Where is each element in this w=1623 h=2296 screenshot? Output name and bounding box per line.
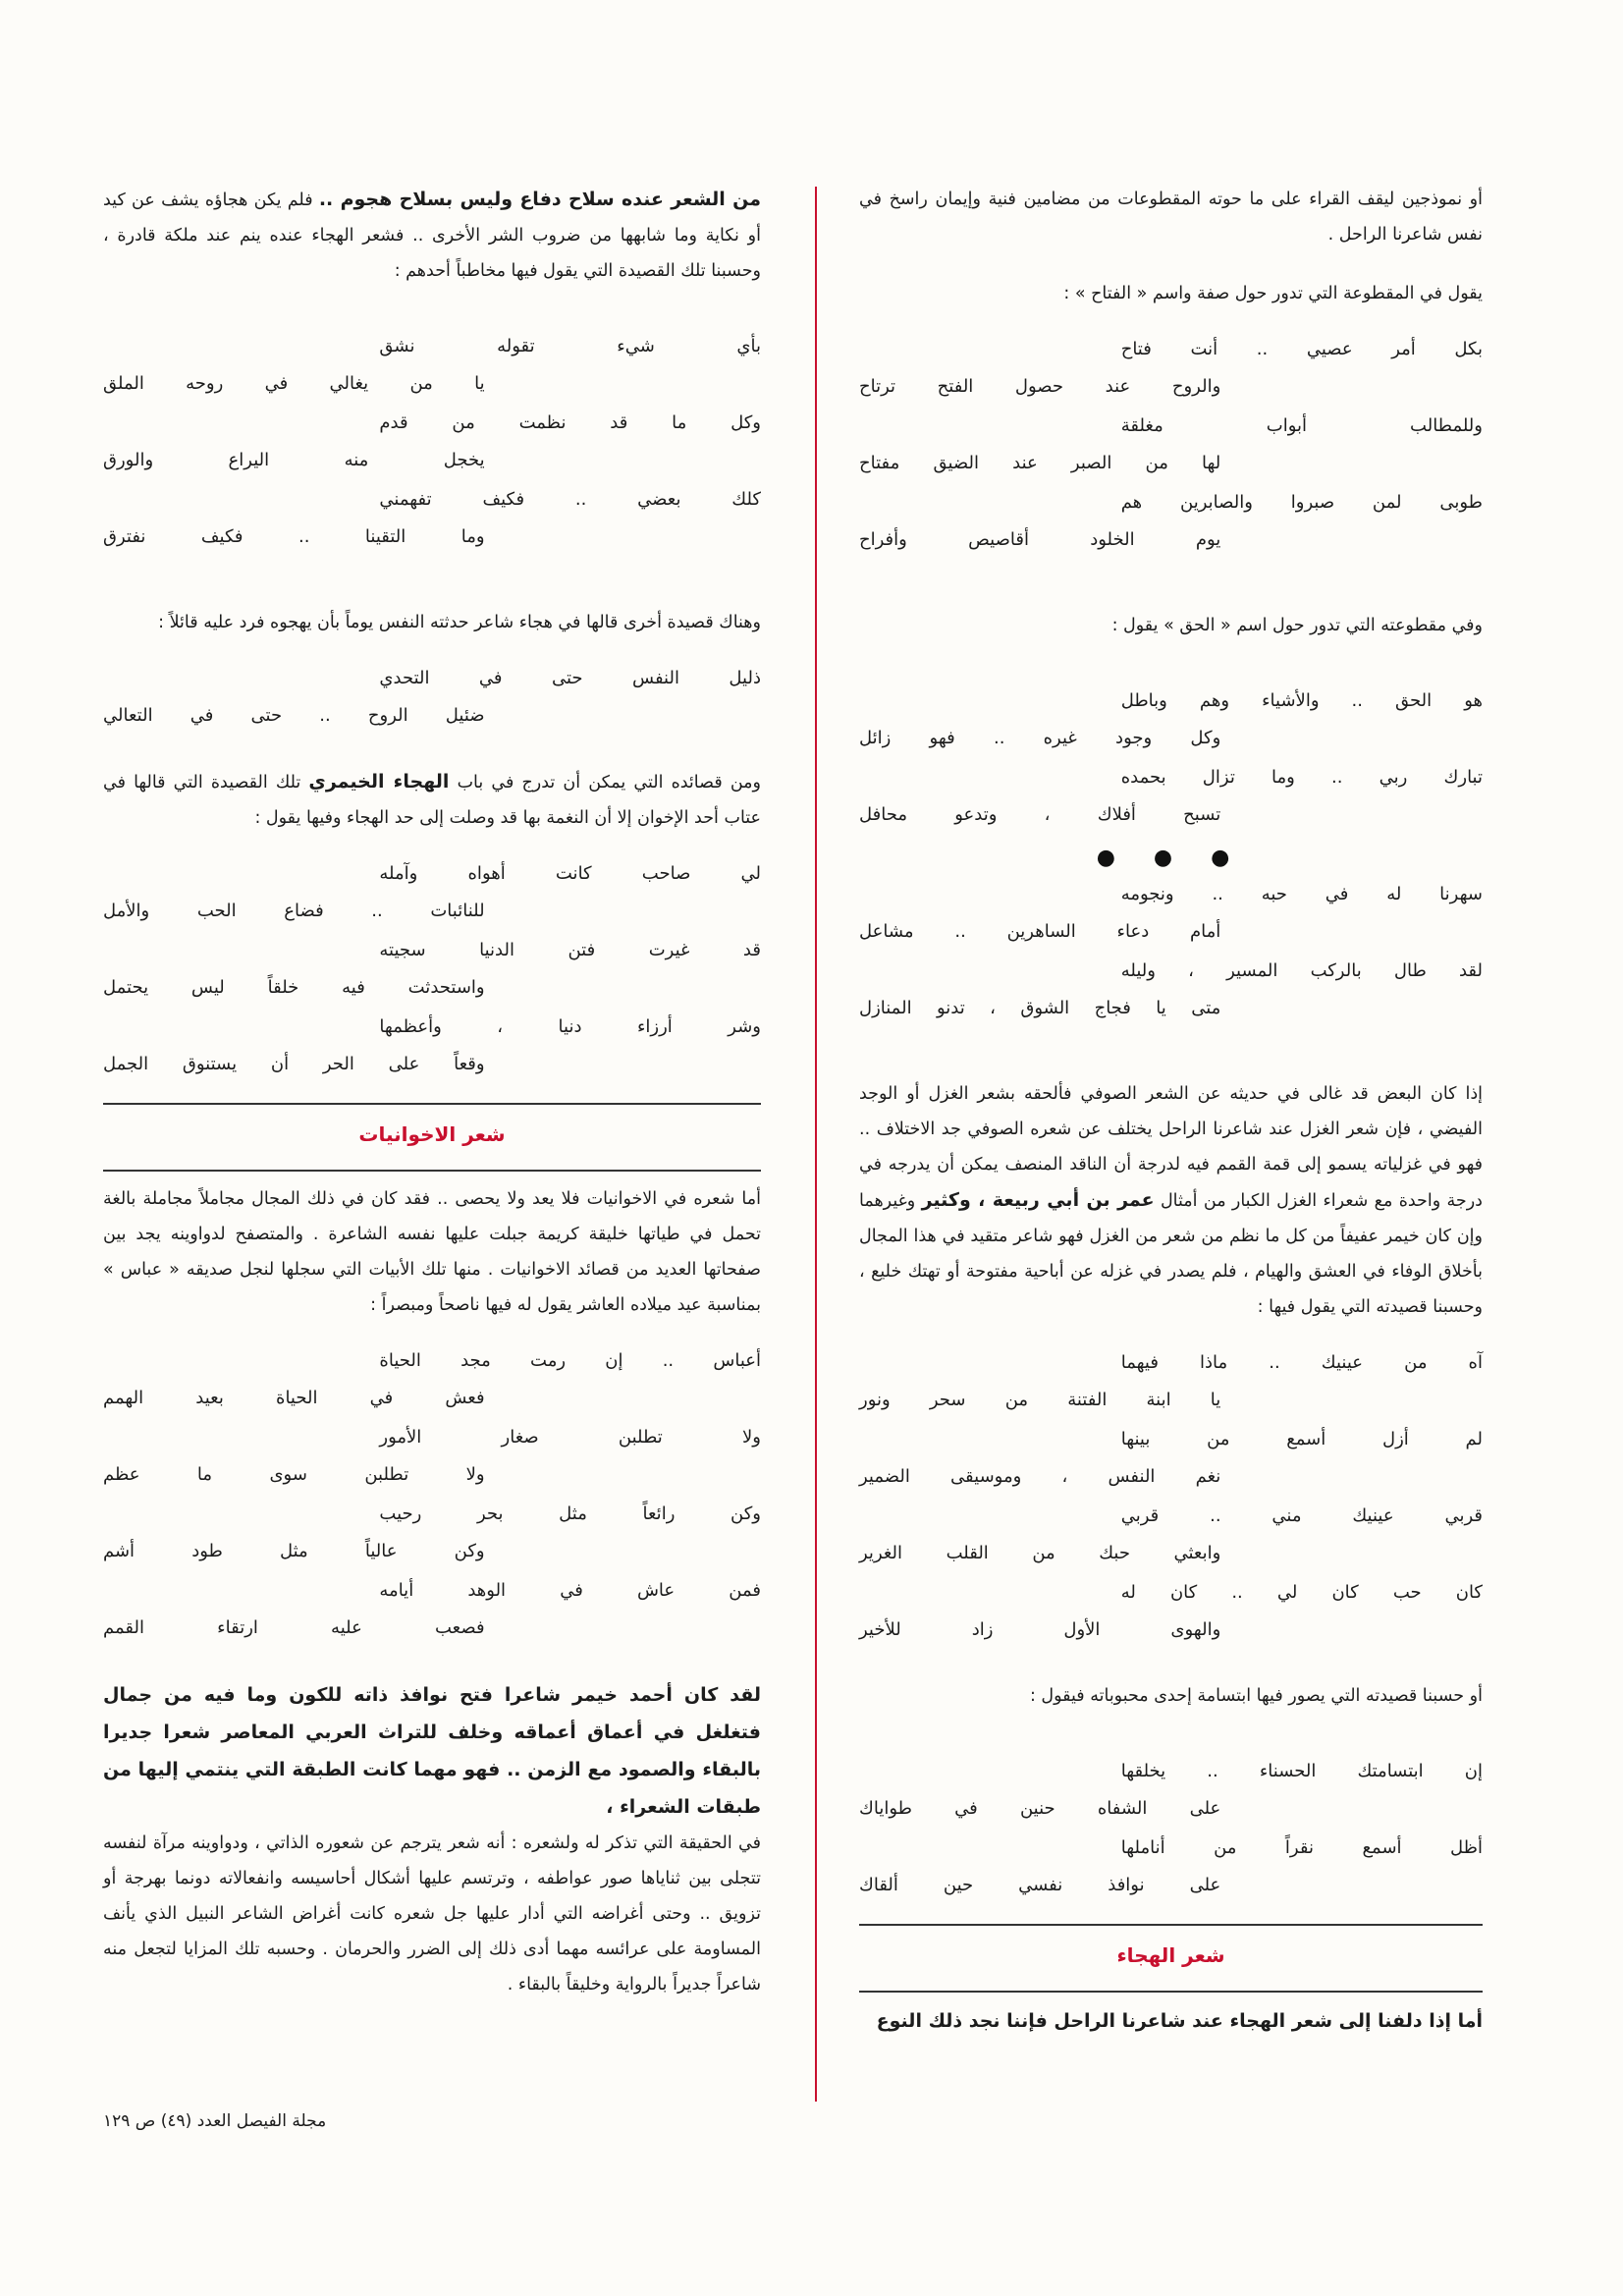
verse: كلك بعضي .. فكيف تفهمني وما التقينا .. فكيف نفترق: [103, 489, 761, 547]
intro-paragraph: أو نموذجين ليقف القراء على ما حوته المقطوعات من مضامين فنية وإيمان راسخ في نفس شاعرنا الراحل .: [859, 190, 1483, 245]
conclusion-bold: لقد كان أحمد خيمر شاعرا فتح نوافذ ذاته للكون وما فيه من جمال فتغلغل في أعماق أعماقه وخلف للتراث العربي المعاصر شعرا جديرا بالبقاء والصمود مع الزمن .. فهو مهما كانت الطبقة التي ينتمي إليها من طبقات الشعراء ،: [103, 1684, 761, 1818]
verses-smile: [859, 1757, 1483, 1910]
separator-dots: ● ● ●: [1096, 846, 1246, 870]
verses-haq: [859, 686, 1483, 840]
bold-lead: من الشعر عنده سلاح دفاع وليس بسلاح هجوم ..: [318, 189, 761, 210]
rule: [103, 1170, 761, 1172]
hija-paragraph: أما إذا دلفنا إلى شعر الهجاء عند شاعرنا الراحل فإننا نجد ذلك النوع: [876, 2010, 1483, 2032]
left-column: [103, 182, 761, 2002]
verses-fattah: [859, 335, 1483, 565]
ghazal-paragraph: إذا كان البعض قد غالى في حديثه عن الشعر الصوفي فألحقه بشعر الغزل أو الوجد الفيضي ، فإن شعر الغزل عند شاعرنا الراحل يختلف عن شعره الصوفي جد الاختلاف .. فهو في غزلياته يسمو إلى قمة القمم فيه لدرجة أن الناقد المنصف يمكن أن يدرجه في درجة واحدة مع شعراء الغزل الكبار من أمثال عمر بن أبي ربيعة ، وكثير وغيرهما وإن كان خيمر عفيفاً من كل ما نظم من شعر من الغزل فهو شاعر متقيد في هذا المجال بأخلاق الوفاء في العشق والهيام ، فلم يصدر في غزله عن أباحية مفتوحة أو تهتك خليع ، وحسبنا قصيدته التي يقول فيها :: [859, 1084, 1483, 1317]
other-intro: وهناك قصيدة أخرى قالها في هجاء شاعر حدثته النفس يوماً بأن يهجوه فرد عليه قائلاً :: [158, 613, 761, 632]
verse: قد غيرت فتن الدنيا سجيته واستحدثت فيه خلقاً ليس يحتمل: [103, 940, 761, 998]
conclusion-paragraph: في الحقيقة التي تذكر له ولشعره : أنه شعر يترجم عن شعوره الذاتي ، ودواوينه مرآة لنفسه تتجلى بين ثناياها صور عواطفه ، وترتسم عليها أشكال أحاسيسه وانفعالاته دونما بهرجة أو تزويق .. وحتى أغراضه التي أدار عليها جل شعره كانت أغراض الشاعر النبيل الذي يأنف المساومة على عرائسه مهما أدى ذلك إلى الضرر والحرمان . وحسبه تلك المزايا لتجعل منه شاعراً جديراً بالرواية وخليقاً بالبقاء .: [103, 1833, 761, 1995]
section-title: شعر الاخوانيات: [358, 1122, 506, 1146]
ikhwaniyat-paragraph: أما شعره في الاخوانيات فلا يعد ولا يحصى .. فقد كان في ذلك المجال مجاملاً مجاملة بالغة تحمل في طياتها خليقة كريمة جبلت عليها نفسه الشاعرة . والمتصفح لدواوينه يجد بين صفحاتها العديد من قصائد الاخوانيات . منها تلك الأبيات التي سجلها لنجل صديقه « عباس » بمناسبة عيد ميلاده العاشر يقول له فيها ناصحاً ومبصراً :: [103, 1189, 761, 1315]
rule: [859, 1924, 1483, 1926]
page-footer: مجلة الفيصل العدد (٤٩) ص ١٢٩: [103, 2111, 327, 2131]
verses-b: [103, 664, 761, 740]
verse: ذليل النفس حتى في التحدي ضئيل الروح .. حتى في التعالي: [103, 668, 761, 726]
bold-term: الهجاء الخيمري: [308, 771, 450, 793]
verse: لم أزل أسمع من بينها نغم النفس ، وموسيقى الضمير: [859, 1429, 1483, 1487]
verses-eyes: [859, 1348, 1483, 1655]
verse: وشر أرزاء دنيا ، وأعظمها وقعاً على الحر أن يستنوق الجمل: [103, 1016, 761, 1074]
rule: [103, 1103, 761, 1105]
verse: إن ابتسامتك الحسناء .. يخلقها على الشفاه حنين في طواياك: [859, 1761, 1483, 1819]
verse: سهرنا له في حبه .. ونجومه أمام دعاء الساهرين .. مشاعل: [859, 884, 1483, 942]
verses-d: [103, 1346, 761, 1653]
verse: فمن عاش في الوهد أيامه فصعب عليه ارتقاء القمم: [103, 1580, 761, 1638]
verse: لي صاحب كانت أهواه وآمله للنائبات .. فضاع الحب والأمل: [103, 863, 761, 921]
verse: ولا تطلبن صغار الأمور ولا تطلبن سوى ما عظم: [103, 1427, 761, 1485]
verse: كان حب كان لي .. كان له والهوى الأول زاد للأخير: [859, 1582, 1483, 1640]
verse: أعباس .. إن رمت مجد الحياة فعش في الحياة بعيد الهمم: [103, 1350, 761, 1408]
section-title: شعر الهجاء: [1116, 1943, 1225, 1967]
verse: بكل أمر عصيي .. أنت فتاح والروح عند حصول الفتح ترتاح: [859, 339, 1483, 397]
verse: وكن رائعاً مثل بحر رحيب وكن عالياً مثل طود أشم: [103, 1503, 761, 1561]
verse: قربي عينيك مني .. قربي وابعثي حبك من القلب الغرير: [859, 1505, 1483, 1563]
haq-intro: وفي مقطوعته التي تدور حول اسم « الحق » يقول :: [1111, 616, 1483, 635]
column-divider: [815, 187, 817, 2102]
verses-c: [103, 859, 761, 1089]
verses-a: [103, 332, 761, 562]
section-heading-ikhwaniyat: [103, 1103, 761, 1172]
fattah-intro: يقول في المقطوعة التي تدور حول صفة واسم « الفتاح » :: [1063, 284, 1483, 303]
smile-intro: أو حسبنا قصيدته التي يصور فيها ابتسامة إحدى محبوباته فيقول :: [1029, 1686, 1483, 1706]
rule: [859, 1991, 1483, 1993]
verse: بأي شيء تقوله نشق يا من يغالي في روحه الملق: [103, 336, 761, 394]
opening-paragraph: من الشعر عنده سلاح دفاع وليس بسلاح هجوم .. فلم يكن هجاؤه يشف عن كيد أو نكاية وما شابهها من ضروب الشر الأخرى .. فشعر الهجاء عنده ينم عند ملكة قادرة ، وحسبنا تلك القصيدة التي يقول فيها مخاطباً أحدهم :: [103, 189, 761, 281]
verse: لقد طال بالركب المسير ، وليله متى يا فجاج الشوق ، تدنو المنازل: [859, 960, 1483, 1018]
verse: طوبى لمن صبروا والصابرين هم يوم الخلود أقاصيص وأفراح: [859, 492, 1483, 550]
verse: آه من عينيك .. ماذا فيهما يا ابنة الفتنة من سحر ونور: [859, 1352, 1483, 1410]
section-heading-hija: [859, 1924, 1483, 1993]
khaymari-paragraph: ومن قصائده التي يمكن أن تدرج في باب الهجاء الخيمري تلك القصيدة التي قالها في عتاب أحد الإخوان إلا أن النغمة بها قد وصلت إلى حد الهجاء وفيها يقول :: [103, 771, 761, 828]
verses-night: [859, 880, 1483, 1033]
verse: هو الحق .. والأشياء وهم وباطل وكل وجود غيره .. فهو زائل: [859, 690, 1483, 748]
verse: وكل ما قد نظمت من قدم يخجل منه اليراع والورق: [103, 412, 761, 470]
verse: وللمطالب أبواب مغلقة لها من الصبر عند الضيق مفتاح: [859, 415, 1483, 473]
verse: أظل أسمع نقراً من أناملها على نوافذ نفسي حين ألقاك: [859, 1837, 1483, 1895]
verse: تبارك ربي .. وما تزال بحمده تسبح أفلاك ، وتدعو محافل: [859, 767, 1483, 825]
poets-names: عمر بن أبي ربيعة ، وكثير: [921, 1189, 1155, 1211]
right-column: [859, 182, 1483, 2040]
